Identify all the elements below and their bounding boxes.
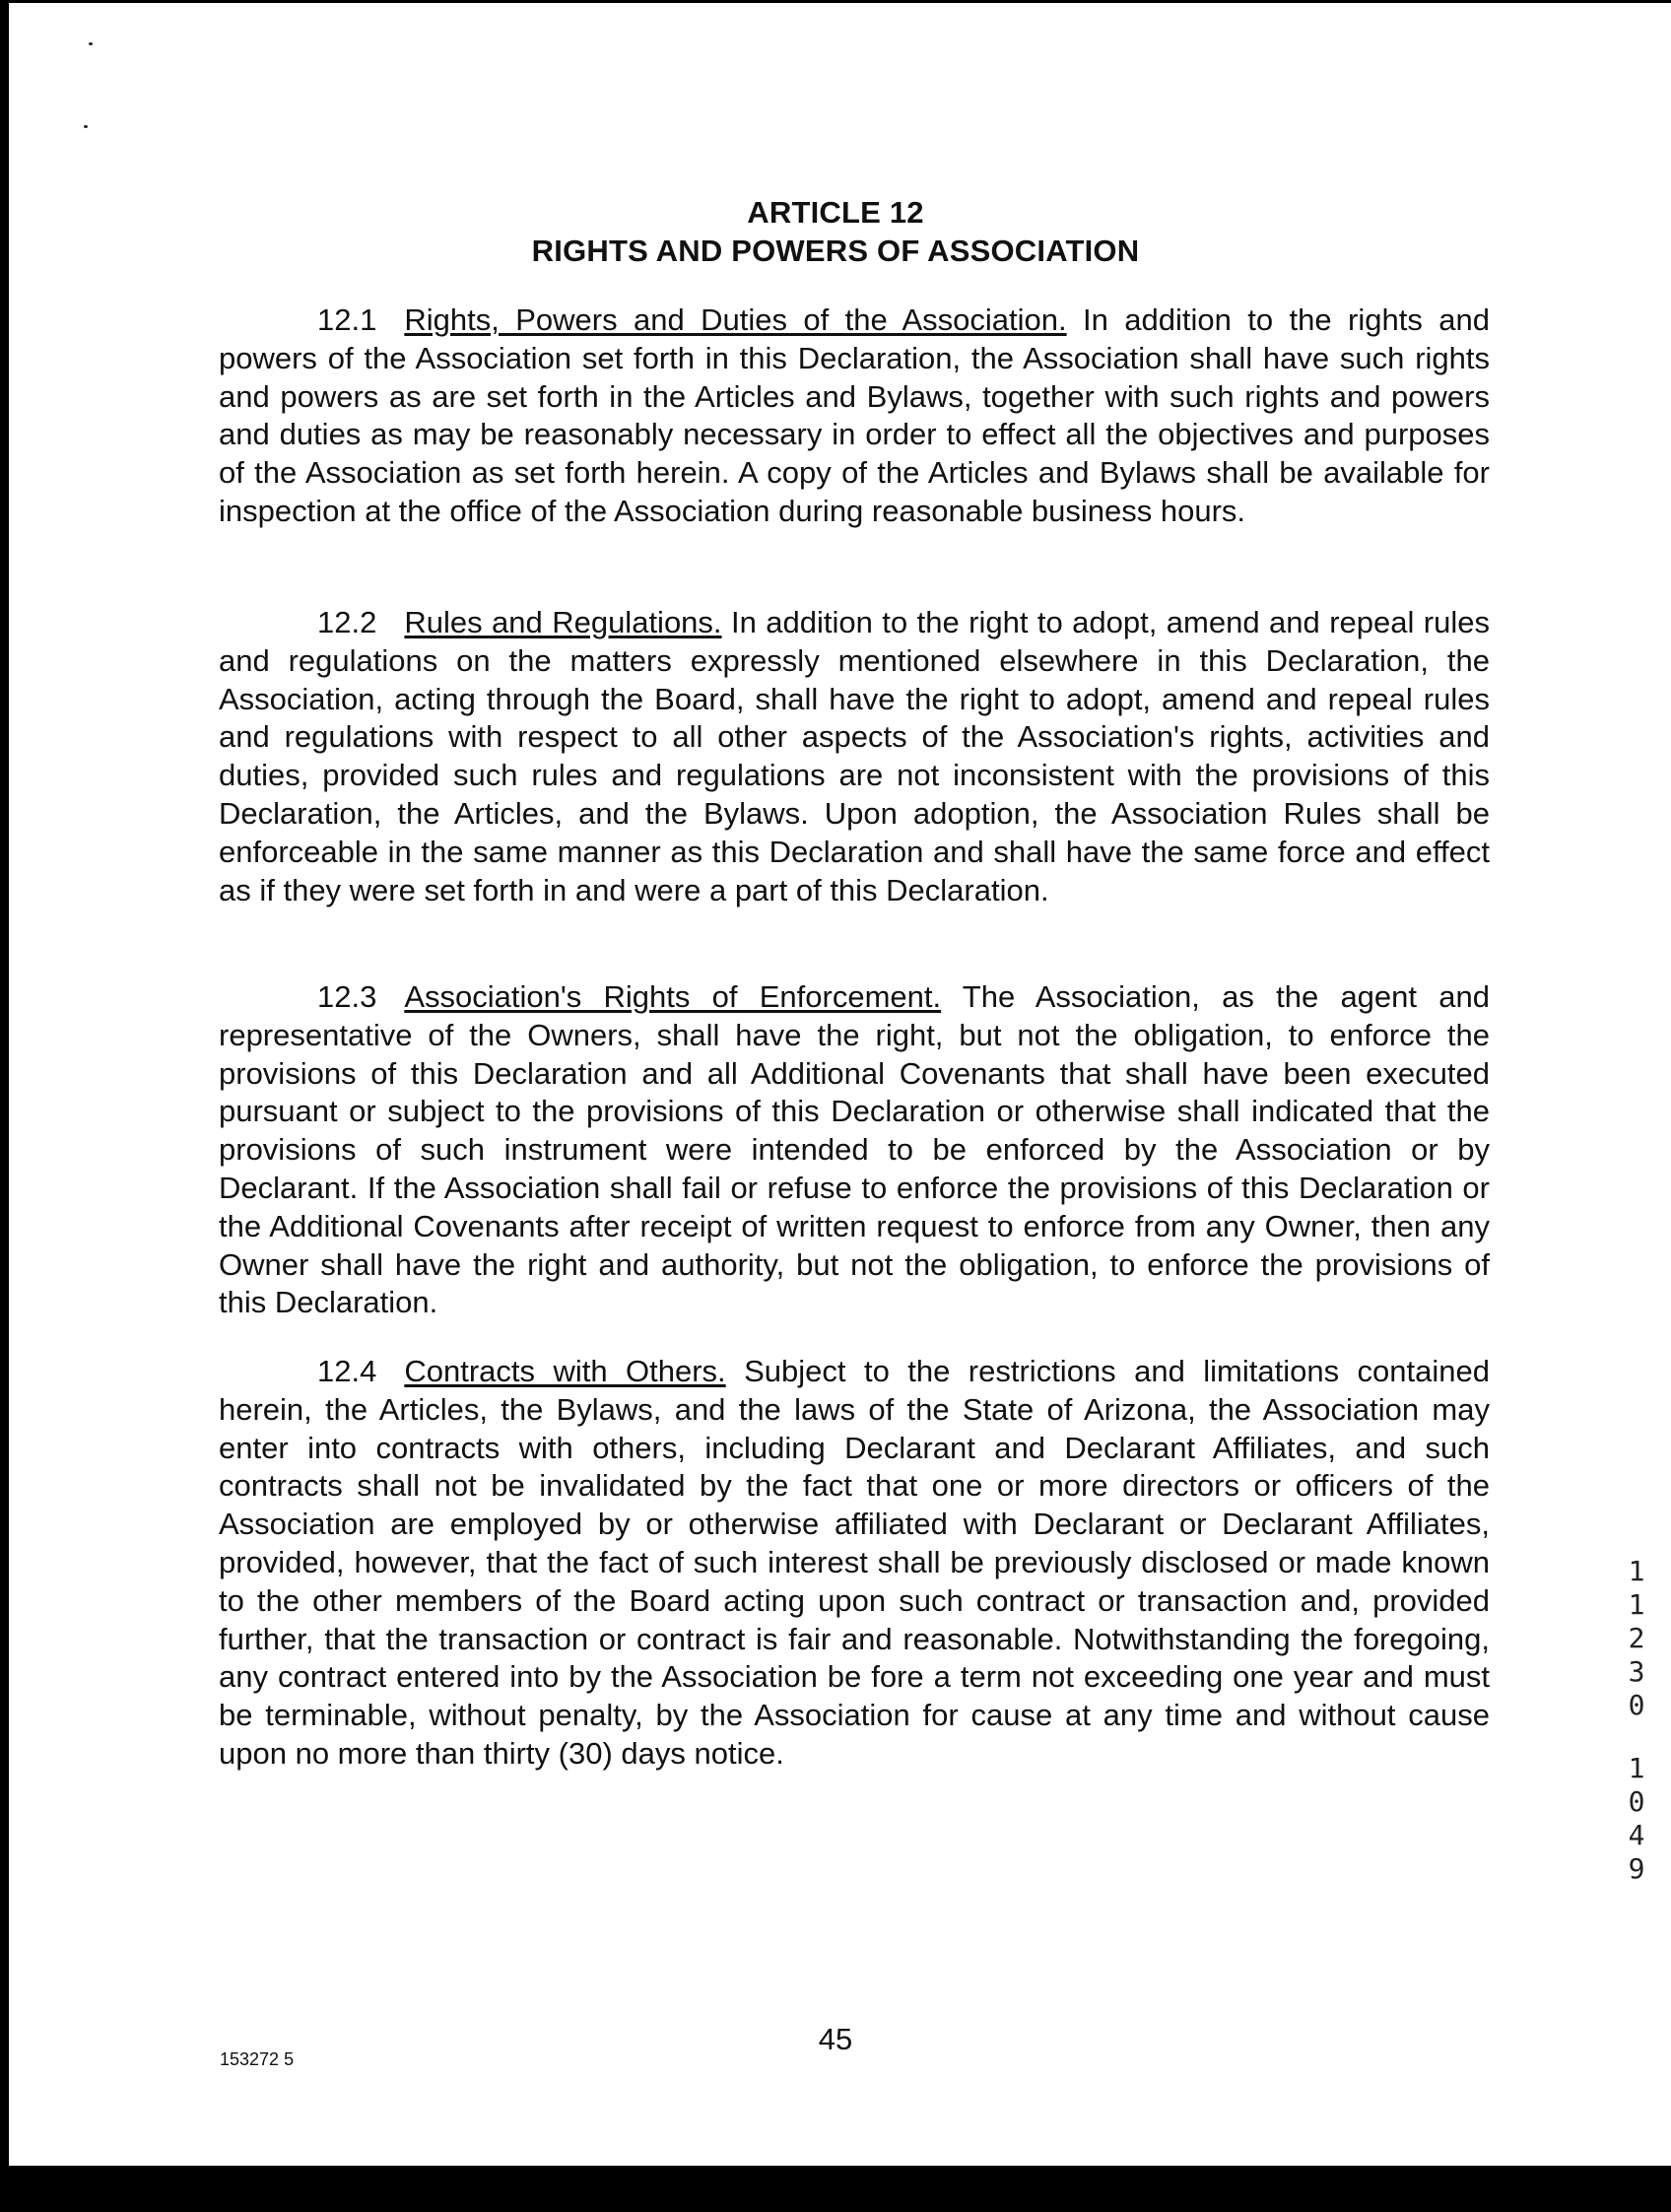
section-12-4 bbox=[219, 1353, 1490, 1774]
recording-stamp-bottom: 1 0 4 9 bbox=[1628, 1752, 1645, 1885]
section-title: Rules and Regulations. bbox=[404, 605, 722, 639]
document-id: 153272 5 bbox=[220, 2049, 295, 2069]
article-number: ARTICLE 12 bbox=[747, 195, 924, 230]
section-body: In addition to the right to adopt, amend and repeal rules and regulations on the matters expressly mentioned elsewhere in this Declaration, the Association, acting through the Board, shall have the right to adopt, amend and repeal rules and regulations with respect to all other aspects of the Association's rights, activities and duties, provided such rules and regulations are not inconsistent with the provisions of this Declaration, the Articles, and the Bylaws. Upon adoption, the Association Rules shall be enforceable in the same manner as this Declaration and shall have the same force and effect as if they were set forth in and were a part of this Declaration. bbox=[219, 605, 1490, 907]
section-12-3 bbox=[219, 978, 1490, 1322]
section-body: Subject to the restrictions and limitations contained herein, the Articles, the Bylaws, and the laws of the State of Arizona, the Association may enter into contracts with others, including Declarant and Declarant Affiliates, and such contracts shall not be invalidated by the fact that one or more directors or officers of the Association are employed by or otherwise affiliated with Declarant or Declarant Affiliates, provided, however, that the fact of such interest shall be previously disclosed or made known to the other members of the Board acting upon such contract or transaction and, provided further, that the transaction or contract is fair and reasonable. Notwithstanding the foregoing, any contract entered into by the Association be fore a term not exceeding one year and must be terminable, without penalty, by the Association for cause at any time and without cause upon no more than thirty (30) days notice. bbox=[219, 1354, 1490, 1771]
section-number: 12.2 bbox=[317, 605, 377, 639]
section-title: Association's Rights of Enforcement. bbox=[404, 979, 942, 1014]
scan-border-left bbox=[0, 0, 9, 2212]
section-number: 12.1 bbox=[317, 302, 377, 337]
section-title: Contracts with Others. bbox=[404, 1354, 726, 1388]
scan-border-top bbox=[0, 0, 1671, 3]
recording-stamp-top: 1 1 2 3 0 bbox=[1628, 1555, 1645, 1721]
scan-speck bbox=[84, 125, 88, 128]
section-body: The Association, as the agent and representative of the Owners, shall have the right, but not the obligation, to enforce the provisions of this Declaration and all Additional Covenants that shall have been executed pursuant or subject to the provisions of this Declaration or otherwise shall indicated that the provisions of such instrument were intended to be enforced by the Association or by Declarant. If the Association shall fail or refuse to enforce the provisions of this Declaration or the Additional Covenants after receipt of written request to enforce from any Owner, then any Owner shall have the right and authority, but not the obligation, to enforce the provisions of this Declaration. bbox=[219, 979, 1490, 1320]
section-number: 12.4 bbox=[317, 1354, 377, 1388]
section-title: Rights, Powers and Duties of the Association. bbox=[404, 302, 1067, 337]
section-number: 12.3 bbox=[317, 979, 377, 1014]
section-12-2 bbox=[219, 604, 1490, 909]
scan-speck bbox=[89, 42, 93, 45]
section-body: In addition to the rights and powers of the Association set forth in this Declaration, the Association shall have such rights and powers as are set forth in the Articles and Bylaws, together with such rights and powers and duties as may be reasonably necessary in order to effect all the objectives and purposes of the Association as set forth herein. A copy of the Articles and Bylaws shall be available for inspection at the office of the Association during reasonable business hours. bbox=[219, 302, 1490, 528]
section-12-1 bbox=[219, 302, 1490, 531]
page-number: 45 bbox=[818, 2022, 853, 2056]
article-title: RIGHTS AND POWERS OF ASSOCIATION bbox=[531, 234, 1140, 268]
scan-border-bottom bbox=[0, 2166, 1671, 2212]
